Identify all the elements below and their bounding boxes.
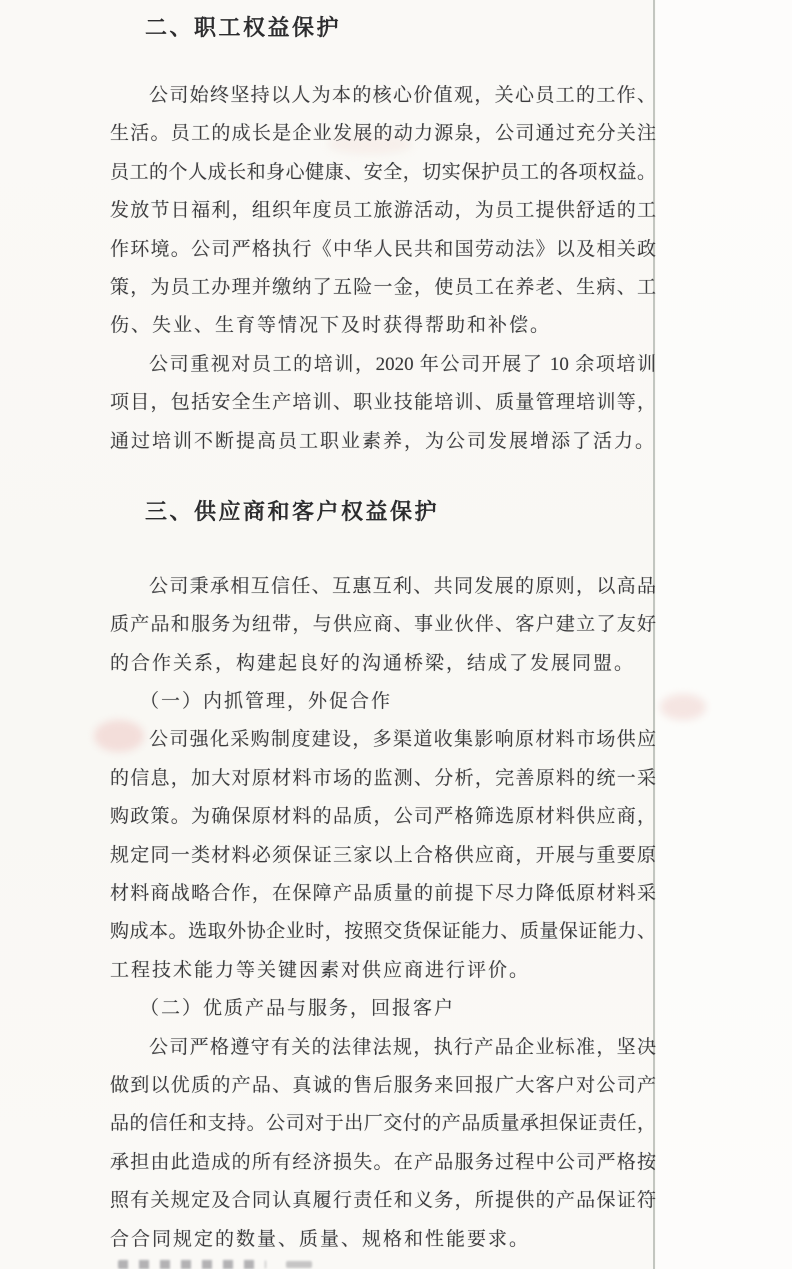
- section-heading-supplier-customer-rights: 三、供应商和客户权益保护: [145, 498, 440, 524]
- text-line: 项目，包括安全生产培训、职业技能培训、质量管理培训等，: [110, 392, 656, 414]
- text-line: 发放节日福利，组织年度员工旅游活动，为员工提供舒适的工: [110, 200, 656, 222]
- text-line: 公司严格遵守有关的法律法规，执行产品企业标准，坚决: [149, 1036, 656, 1058]
- text-line: 做到以优质的产品、真诚的售后服务来回报广大客户对公司产: [110, 1074, 656, 1096]
- section-body-employee-rights: [110, 77, 656, 461]
- text-line: 购成本。选取外协企业时，按照交货保证能力、质量保证能力、: [110, 921, 656, 943]
- text-line: 通过培训不断提高员工职业素养，为公司发展增添了活力。: [110, 430, 656, 452]
- cut-off-next-line-artifact: [118, 1260, 266, 1269]
- text-line: 伤、失业、生育等情况下及时获得帮助和补偿。: [110, 315, 552, 337]
- cut-off-next-line-artifact: [286, 1261, 312, 1268]
- section-heading-employee-rights: 二、职工权益保护: [145, 15, 342, 40]
- text-line: 策，为员工办理并缴纳了五险一金，使员工在养老、生病、工: [110, 276, 656, 298]
- subheading-internal-management: （一）内抓管理，外促合作: [140, 691, 393, 713]
- text-line: 质产品和服务为纽带，与供应商、事业伙伴、客户建立了友好: [110, 614, 656, 636]
- text-line: 照有关规定及合同认真履行责任和义务，所提供的产品保证符: [110, 1190, 656, 1212]
- text-line: 公司秉承相互信任、互惠互利、共同发展的原则，以高品: [149, 575, 656, 597]
- text-line: 承担由此造成的所有经济损失。在产品服务过程中公司严格按: [110, 1151, 656, 1173]
- text-line: 品的信任和支持。公司对于出厂交付的产品质量承担保证责任，: [110, 1113, 656, 1135]
- text-line: 生活。员工的成长是企业发展的动力源泉，公司通过充分关注: [110, 123, 656, 145]
- subheading-quality-products-services: （二）优质产品与服务，回报客户: [140, 998, 456, 1020]
- text-line: 公司强化采购制度建设，多渠道收集影响原材料市场供应: [149, 729, 656, 751]
- scan-smudge: [660, 694, 706, 720]
- text-line: 公司重视对员工的培训，2020 年公司开展了 10 余项培训: [149, 353, 656, 375]
- page-right-margin: [656, 0, 792, 1269]
- text-line: 合合同规定的数量、质量、规格和性能要求。: [110, 1228, 531, 1250]
- text-line: 购政策。为确保原材料的品质，公司严格筛选原材料供应商，: [110, 806, 656, 828]
- section-body-supplier-customer-rights: [110, 568, 656, 1259]
- text-line: 材料商战略合作，在保障产品质量的前提下尽力降低原材料采: [110, 883, 656, 905]
- text-line: 的信息，加大对原材料市场的监测、分析，完善原料的统一采: [110, 767, 656, 789]
- text-line: 的合作关系，构建起良好的沟通桥梁，结成了发展同盟。: [110, 652, 636, 674]
- text-line: 作环境。公司严格执行《中华人民共和国劳动法》以及相关政: [110, 238, 656, 260]
- text-line: 员工的个人成长和身心健康、安全，切实保护员工的各项权益。: [110, 161, 656, 183]
- text-line: 规定同一类材料必须保证三家以上合格供应商，开展与重要原: [110, 844, 656, 866]
- text-line: 公司始终坚持以人为本的核心价值观，关心员工的工作、: [149, 85, 656, 106]
- text-line: 工程技术能力等关键因素对供应商进行评价。: [110, 959, 531, 981]
